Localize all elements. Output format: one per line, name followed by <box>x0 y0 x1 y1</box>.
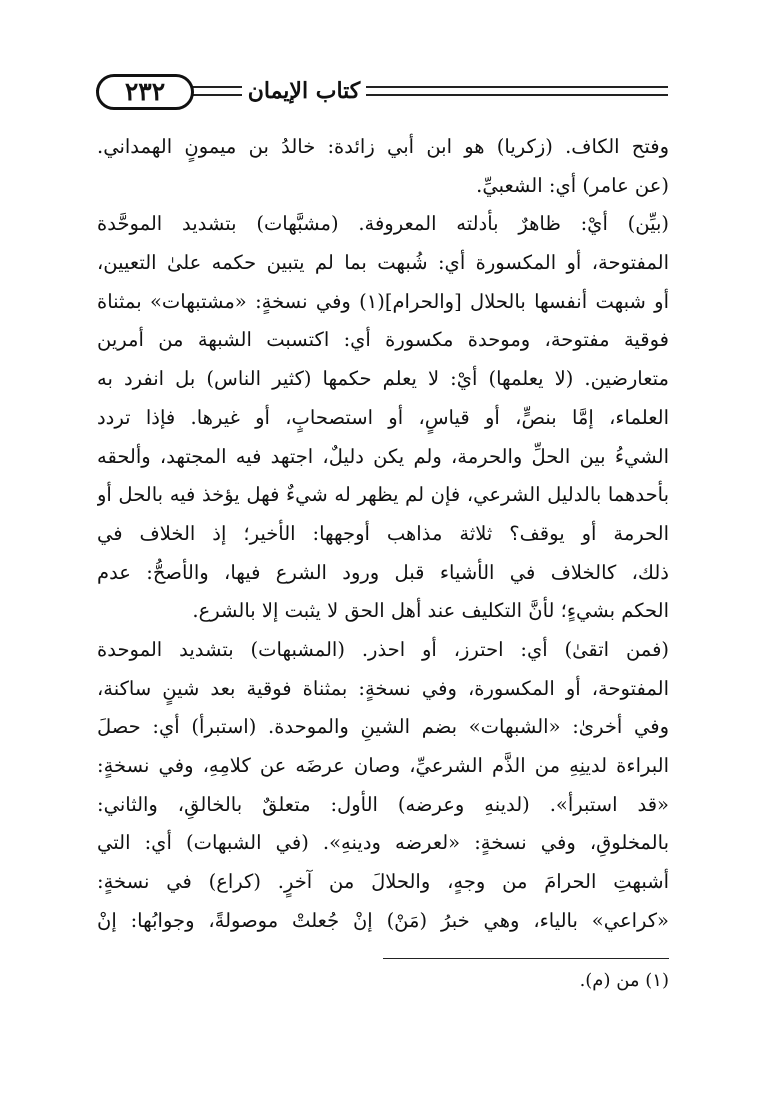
text-line: العلماء، إمَّا بنصٍّ، أو قياسٍ، أو استصحابٍ، أو غيرها. فإذا تردد <box>97 405 669 429</box>
text-line: (بيِّن) أيْ: ظاهرٌ بأدلته المعروفة. (مشبَّهات) بتشديد الموحَّدة <box>97 212 669 236</box>
main-text <box>97 128 669 940</box>
text-line: ذلك، كالخلاف في الأشياء قبل ورود الشرع فيها، والأصحُّ: عدم <box>97 560 669 584</box>
page-header <box>96 72 668 116</box>
header-rule-right-lower <box>366 94 668 96</box>
text-line: المفتوحة، أو المكسورة أي: شُبهت بما لم يتبين حكمه علىٰ التعيين، <box>97 251 669 275</box>
text-line: «كراعي» بالياء، وهي خبرُ (مَنْ) إنْ جُعلتْ موصولةً، وجوابُها: إنْ <box>97 908 669 932</box>
text-line: «قد استبرأ». (لدينهِ وعرضه) الأول: متعلقٌ بالخالقِ، والثاني: <box>97 792 669 816</box>
text-line: المفتوحة، أو المكسورة، وفي نسخةٍ: بمثناة فوقية بعد شينٍ ساكنة، <box>97 676 669 700</box>
text-line: البراءة لدينِهِ من الذَّم الشرعيِّ، وصان عرضَه عن كلامِهِ، وفي نسخةٍ: <box>97 754 669 777</box>
text-line: أو شبهت أنفسها بالحلال [والحرام](١) وفي نسخةٍ: «مشتبهات» بمثناة <box>97 289 669 313</box>
text-line: الشيءُ بين الحلِّ والحرمة، ولم يكن دليلٌ، اجتهد فيه المجتهد، وألحقه <box>97 444 669 468</box>
header-rule-left-lower <box>192 94 242 96</box>
footnote-separator <box>383 958 669 959</box>
text-line: وفي أخرىٰ: «الشبهات» بضم الشينِ والموحدة. (استبرأ) أي: حصلَ <box>97 715 669 739</box>
footnote: (١) من (م). <box>579 970 669 991</box>
text-line: وفتح الكاف. (زكريا) هو ابن أبي زائدة: خالدُ بن ميمونٍ الهمداني. <box>97 135 669 158</box>
running-title: كتاب الإيمان <box>244 76 364 106</box>
text-line: بأحدهما بالدليل الشرعي، فإن لم يظهر له شيءٌ فهل يؤخذ فيه بالحل أو <box>97 483 669 507</box>
header-rule-right <box>366 86 668 88</box>
text-line: الحكم بشيءٍ؛ لأنَّ التكليف عند أهل الحق لا يثبت إلا بالشرع. <box>192 599 669 623</box>
text-line: فوقية مفتوحة، وموحدة مكسورة أي: اكتسبت الشبهة من أمرين <box>97 328 669 352</box>
text-line: متعارضين. (لا يعلمها) أيْ: لا يعلم حكمها (كثير الناس) بل انفرد به <box>97 367 669 391</box>
text-line: (فمن اتقىٰ) أي: احترز، أو احذر. (المشبهات) بتشديد الموحدة <box>97 637 669 661</box>
text-line: أشبهتِ الحرامَ من وجهٍ، والحلالَ من آخرٍ. (كراع) في نسخةٍ: <box>97 870 669 894</box>
text-line: الحرمة أو يوقف؟ ثلاثة مذاهب أوجهها: الأخير؛ إذ الخلاف في <box>97 521 669 545</box>
header-rule-left <box>192 86 242 88</box>
page-number: ٢٣٢ <box>96 74 194 110</box>
text-line: (عن عامر) أي: الشعبيِّ. <box>476 173 669 197</box>
text-line: بالمخلوقِ، وفي نسخةٍ: «لعرضه ودينهِ». (في الشبهات) أي: التي <box>97 831 669 855</box>
